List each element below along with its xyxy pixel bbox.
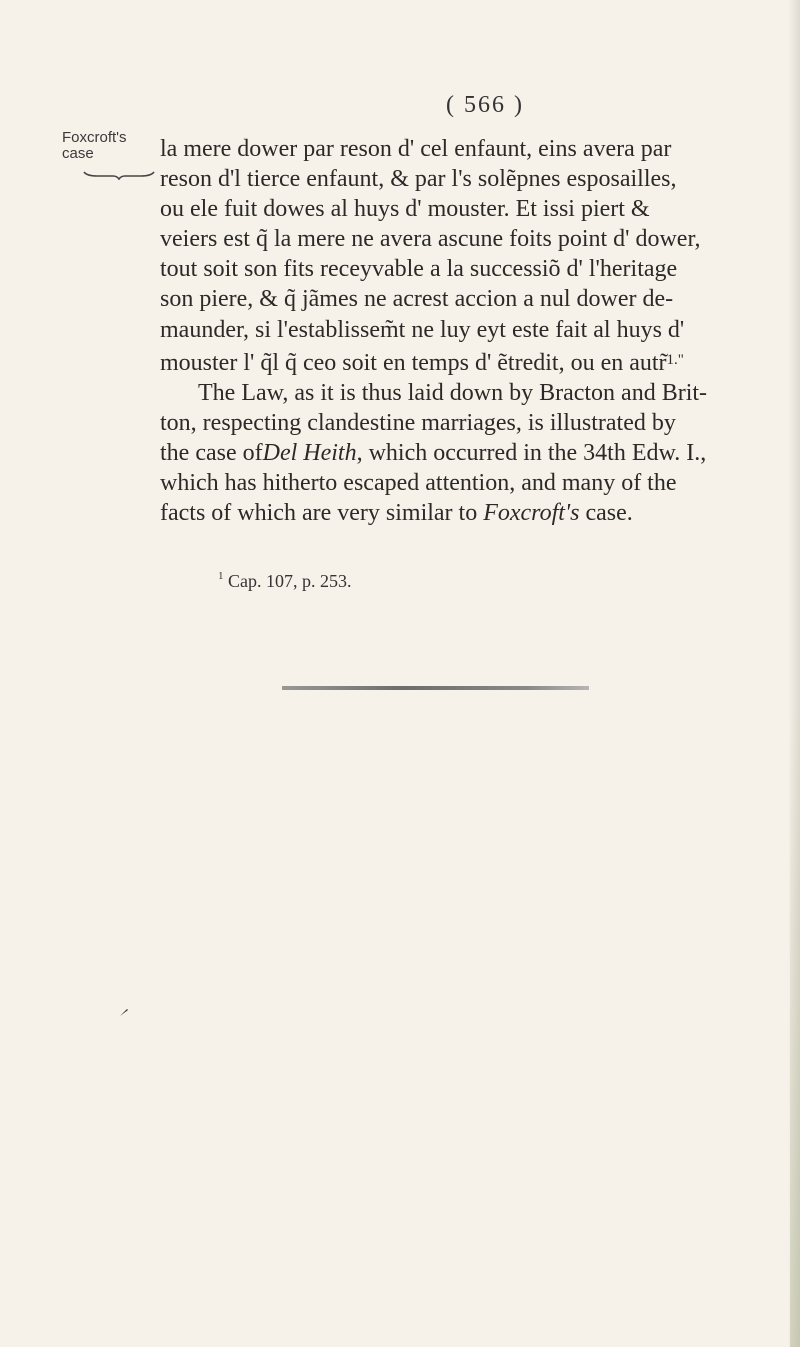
paragraph-2 — [160, 378, 780, 528]
text-line: mouster l' q̃l q̃ ceo soit en temps d' ẽtredit, ou en autr̃ — [160, 349, 667, 376]
text-line: the case of — [160, 439, 263, 466]
footnote-reference: 1." — [666, 351, 684, 368]
case-name: Del Heith — [262, 439, 357, 466]
section-rule — [282, 686, 589, 690]
text-line: tout soit son fits receyvable a la successiõ d' l'heritage — [160, 256, 678, 283]
footnote-text: Cap. 107, p. 253. — [223, 571, 352, 591]
text-line: son piere, & q̃ jãmes ne acrest accion a nul dower de- — [160, 286, 674, 313]
ink-speck — [120, 1008, 128, 1016]
text-line: which has hitherto escaped attention, and many of the — [160, 470, 677, 497]
body-text — [160, 134, 780, 528]
paragraph-1 — [160, 134, 780, 378]
page-edge-stain — [790, 700, 800, 1347]
footnote — [218, 570, 352, 592]
text-line: facts of which are very similar to — [160, 500, 484, 527]
footnote-marker: 1 — [218, 570, 224, 582]
text-line: reson d'l tierce enfaunt, & par l's solẽpnes esposailles, — [160, 166, 677, 193]
text-line: ou ele fuit dowes al huys d' mouster. Et issi piert & — [160, 196, 650, 223]
text-line: The Law, as it is thus laid down by Bracton and Brit- — [198, 379, 708, 406]
text-line: la mere dower par reson d' cel enfaunt, eins avera par — [160, 136, 672, 162]
text-line: maunder, si l'establissem̃t ne luy eyt este fait al huys d' — [160, 316, 685, 343]
text-line: veiers est q̃ la mere ne avera ascune foits point d' dower, — [160, 226, 701, 253]
text-line: ton, respecting clandestine marriages, is illustrated by — [160, 409, 676, 436]
page-number: ( 566 ) — [446, 92, 524, 118]
marginal-brace — [83, 170, 155, 180]
marginal-note: Foxcroft's case — [62, 129, 127, 162]
text-line: , which occurred in the 34th Edw. I., — [356, 439, 707, 466]
text-line: case. — [579, 500, 633, 527]
case-reference: Foxcroft's — [483, 500, 580, 527]
